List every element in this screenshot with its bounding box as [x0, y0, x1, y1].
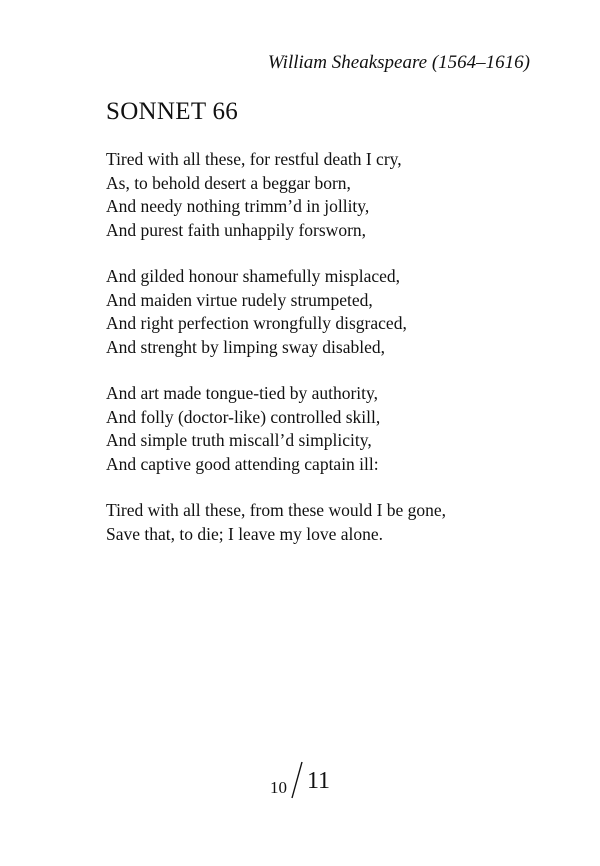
poem-line: And maiden virtue rudely strumpeted, [106, 289, 373, 310]
poem-line: And simple truth miscall’d simplicity, [106, 430, 372, 450]
poem-line: Save that, to die; I leave my love alone. [106, 523, 383, 544]
poem-line: And purest faith unhappily forsworn, [106, 219, 367, 240]
poem-line: As, to behold desert a beggar born, [106, 172, 351, 193]
stanza [106, 148, 566, 242]
total-pages-number: 11 [306, 768, 331, 794]
stanza [106, 499, 566, 546]
stanza [106, 382, 566, 476]
page-indicator [0, 760, 600, 800]
slash-divider-icon [289, 760, 305, 800]
current-page-number: 10 [269, 778, 287, 797]
poem-line: And right perfection wrongfully disgraced, [106, 313, 407, 333]
poem-line: And art made tongue-tied by authority, [106, 383, 378, 403]
poem-line: And gilded honour shamefully misplaced, [106, 266, 401, 286]
poem-body [106, 148, 566, 569]
poem-line: And folly (doctor-like) controlled skill, [106, 406, 381, 427]
poem-line: Tired with all these, for restful death I cry, [106, 149, 402, 169]
poem-line: And strenght by limping sway disabled, [106, 336, 386, 357]
poem-line: And captive good attending captain ill: [106, 453, 379, 474]
stanza [106, 265, 566, 359]
author-line: William Sheakspeare (1564–1616) [267, 52, 530, 73]
poem-line: Tired with all these, from these would I be gone, [106, 500, 447, 520]
poem-line: And needy nothing trimm’d in jollity, [106, 196, 370, 216]
poem-title: SONNET 66 [106, 98, 239, 125]
